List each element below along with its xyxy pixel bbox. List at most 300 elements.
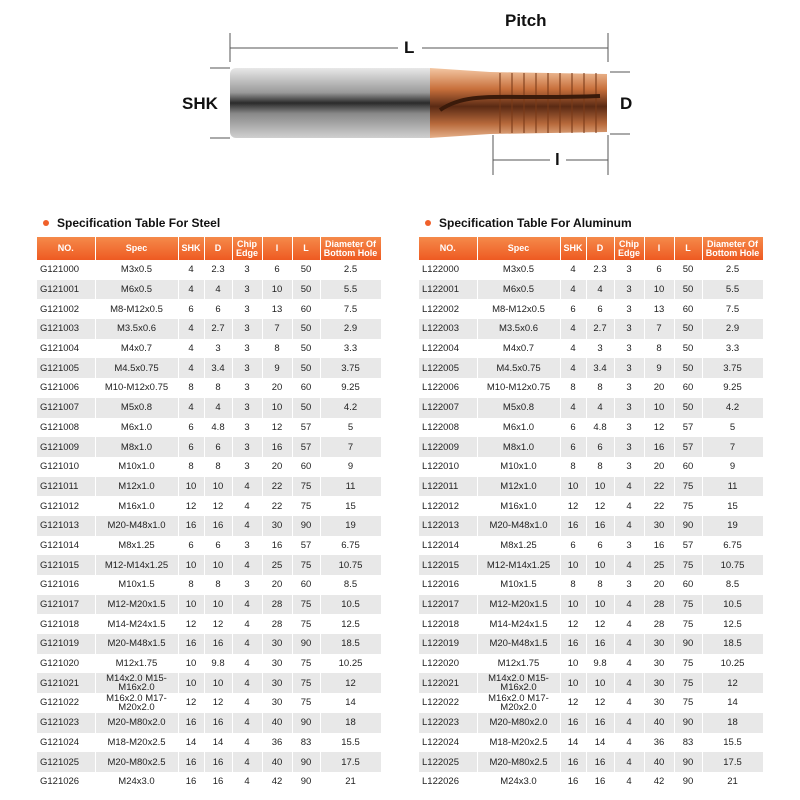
table-cell: 3 <box>614 437 644 457</box>
table-cell: 6 <box>560 299 586 319</box>
table-cell: G121012 <box>37 496 95 516</box>
table-cell: L122017 <box>419 595 477 615</box>
table-cell: 16 <box>560 752 586 772</box>
table-cell: M18-M20x2.5 <box>477 733 560 753</box>
table-cell: 14 <box>178 733 204 753</box>
table-cell: G121014 <box>37 536 95 556</box>
table-cell: 12 <box>644 418 674 438</box>
table-cell: 3 <box>614 398 644 418</box>
table-cell: 2.7 <box>586 319 614 339</box>
table-cell: 75 <box>674 673 702 693</box>
table-cell: 16 <box>204 634 232 654</box>
table-cell: 50 <box>674 260 702 280</box>
table-cell: 10 <box>204 477 232 497</box>
table-cell: M4.5x0.75 <box>477 358 560 378</box>
table-cell: G121003 <box>37 319 95 339</box>
table-cell: 4 <box>614 673 644 693</box>
table-cell: 4 <box>614 477 644 497</box>
table-cell: 4 <box>232 693 262 713</box>
table-cell: 50 <box>292 339 320 359</box>
table-cell: 9.8 <box>586 654 614 674</box>
table-cell: 6 <box>178 418 204 438</box>
table-cell: 9 <box>702 457 763 477</box>
table-cell: 6 <box>586 437 614 457</box>
table-cell: G121024 <box>37 733 95 753</box>
table-cell: 4 <box>232 733 262 753</box>
table-cell: 6 <box>560 418 586 438</box>
table-cell: M4x0.7 <box>477 339 560 359</box>
table-cell: 6.75 <box>702 536 763 556</box>
table-cell: 3 <box>614 339 644 359</box>
table-row <box>419 614 763 634</box>
table-cell: 6.75 <box>320 536 381 556</box>
table-row <box>37 536 381 556</box>
table-cell: 12 <box>320 673 381 693</box>
table-cell: 4 <box>614 713 644 733</box>
table-cell: G121019 <box>37 634 95 654</box>
table-cell: 3 <box>232 536 262 556</box>
table-cell: 90 <box>292 516 320 536</box>
table-cell: 60 <box>674 378 702 398</box>
table-cell: 16 <box>178 752 204 772</box>
table-cell: 12 <box>586 496 614 516</box>
table-cell: 4 <box>178 319 204 339</box>
table-cell: G121009 <box>37 437 95 457</box>
table-cell: 28 <box>262 595 292 615</box>
table-cell: M16x2.0 M17-M20x2.0 <box>477 693 560 713</box>
column-header: NO. <box>37 237 95 260</box>
column-header: Diameter Of Bottom Hole <box>702 237 763 260</box>
table-cell: 4 <box>232 752 262 772</box>
table-cell: 9 <box>320 457 381 477</box>
table-cell: 28 <box>262 614 292 634</box>
table-cell: 10.25 <box>702 654 763 674</box>
table-cell: 3 <box>232 398 262 418</box>
table-cell: G121007 <box>37 398 95 418</box>
table-cell: 12 <box>586 614 614 634</box>
table-cell: 8 <box>560 575 586 595</box>
table-row <box>419 654 763 674</box>
table-cell: 12 <box>560 496 586 516</box>
table-cell: M20-M80x2.0 <box>477 713 560 733</box>
bullet-icon <box>425 220 431 226</box>
table-cell: 57 <box>292 437 320 457</box>
table-cell: 8 <box>586 378 614 398</box>
table-cell: 4 <box>614 654 644 674</box>
table-row <box>37 299 381 319</box>
table-cell: 10 <box>204 555 232 575</box>
length-label: L <box>404 38 415 57</box>
table-cell: 16 <box>586 772 614 792</box>
table-cell: L122004 <box>419 339 477 359</box>
table-cell: L122020 <box>419 654 477 674</box>
table-cell: 57 <box>674 536 702 556</box>
table-cell: M12x1.75 <box>95 654 178 674</box>
table-cell: 25 <box>262 555 292 575</box>
shank-label: SHK <box>182 94 218 113</box>
table-cell: 12 <box>560 614 586 634</box>
table-row <box>37 358 381 378</box>
table-cell: 4.8 <box>204 418 232 438</box>
table-cell: 9 <box>262 358 292 378</box>
table-cell: 20 <box>644 457 674 477</box>
table-cell: 7 <box>320 437 381 457</box>
table-cell: 75 <box>292 477 320 497</box>
table-cell: M6x1.0 <box>477 418 560 438</box>
table-cell: M18-M20x2.5 <box>95 733 178 753</box>
table-cell: G121008 <box>37 418 95 438</box>
table-cell: L122021 <box>419 673 477 693</box>
table-cell: 10.5 <box>702 595 763 615</box>
table-cell: M16x2.0 M17-M20x2.0 <box>95 693 178 713</box>
table-cell: M12-M14x1.25 <box>95 555 178 575</box>
table-cell: 60 <box>674 575 702 595</box>
table-cell: 4 <box>614 634 644 654</box>
table-cell: 36 <box>644 733 674 753</box>
table-cell: 3 <box>614 299 644 319</box>
thread-length-label: l <box>555 150 560 169</box>
table-row <box>37 260 381 280</box>
table-cell: 16 <box>204 713 232 733</box>
aluminum-title-text: Specification Table For Aluminum <box>439 216 632 230</box>
table-cell: 4 <box>232 772 262 792</box>
table-cell: 42 <box>262 772 292 792</box>
table-cell: 3 <box>614 457 644 477</box>
table-cell: 19 <box>320 516 381 536</box>
table-cell: 4 <box>178 280 204 300</box>
table-cell: 11 <box>320 477 381 497</box>
table-cell: 50 <box>674 319 702 339</box>
table-cell: M10x1.0 <box>95 457 178 477</box>
table-cell: G121016 <box>37 575 95 595</box>
table-cell: L122026 <box>419 772 477 792</box>
table-row <box>419 378 763 398</box>
table-row <box>419 398 763 418</box>
table-cell: M3x0.5 <box>95 260 178 280</box>
table-cell: 3 <box>614 280 644 300</box>
table-cell: 20 <box>644 378 674 398</box>
table-cell: 50 <box>292 280 320 300</box>
table-row <box>419 733 763 753</box>
table-cell: L122007 <box>419 398 477 418</box>
table-row <box>37 752 381 772</box>
table-cell: 16 <box>586 713 614 733</box>
table-cell: 10 <box>262 280 292 300</box>
table-cell: 50 <box>674 358 702 378</box>
table-cell: M12x1.75 <box>477 654 560 674</box>
table-cell: G121021 <box>37 673 95 693</box>
table-cell: G121026 <box>37 772 95 792</box>
table-cell: 10 <box>178 673 204 693</box>
table-cell: 2.3 <box>586 260 614 280</box>
table-cell: 22 <box>644 477 674 497</box>
table-cell: M24x3.0 <box>95 772 178 792</box>
table-cell: M6x1.0 <box>95 418 178 438</box>
steel-title-text: Specification Table For Steel <box>57 216 221 230</box>
table-cell: 10 <box>178 477 204 497</box>
table-cell: 10 <box>586 673 614 693</box>
column-header: NO. <box>419 237 477 260</box>
table-cell: 16 <box>586 752 614 772</box>
table-cell: 14 <box>560 733 586 753</box>
table-cell: 21 <box>702 772 763 792</box>
table-cell: 2.9 <box>320 319 381 339</box>
table-cell: 3 <box>232 339 262 359</box>
column-header: l <box>644 237 674 260</box>
table-cell: 28 <box>644 595 674 615</box>
table-row <box>37 496 381 516</box>
table-cell: 16 <box>204 516 232 536</box>
table-row <box>419 339 763 359</box>
table-cell: M14x2.0 M15-M16x2.0 <box>477 673 560 693</box>
table-cell: 75 <box>292 654 320 674</box>
table-cell: 75 <box>292 673 320 693</box>
table-row <box>419 358 763 378</box>
table-row <box>37 555 381 575</box>
table-cell: 10 <box>586 477 614 497</box>
table-cell: G121006 <box>37 378 95 398</box>
table-row <box>419 555 763 575</box>
table-cell: 40 <box>262 713 292 733</box>
table-cell: 2.3 <box>204 260 232 280</box>
table-cell: 50 <box>292 319 320 339</box>
table-cell: 9.25 <box>702 378 763 398</box>
table-cell: 57 <box>674 418 702 438</box>
table-cell: 8 <box>204 378 232 398</box>
table-cell: 6 <box>560 536 586 556</box>
table-cell: M12-M14x1.25 <box>477 555 560 575</box>
table-row <box>37 595 381 615</box>
table-row <box>419 713 763 733</box>
table-cell: G121001 <box>37 280 95 300</box>
table-cell: 3 <box>614 378 644 398</box>
table-cell: 30 <box>644 673 674 693</box>
table-cell: 50 <box>292 260 320 280</box>
table-cell: 3 <box>232 280 262 300</box>
table-cell: 4 <box>232 654 262 674</box>
table-cell: 83 <box>292 733 320 753</box>
table-cell: 50 <box>674 339 702 359</box>
table-row <box>37 398 381 418</box>
table-cell: M10x1.0 <box>477 457 560 477</box>
table-cell: 3.4 <box>204 358 232 378</box>
table-cell: 5 <box>320 418 381 438</box>
table-cell: 8.5 <box>702 575 763 595</box>
table-row <box>419 575 763 595</box>
table-cell: 18.5 <box>320 634 381 654</box>
table-row <box>419 457 763 477</box>
table-cell: L122016 <box>419 575 477 595</box>
table-cell: 8 <box>586 575 614 595</box>
table-row <box>419 477 763 497</box>
table-row <box>37 378 381 398</box>
table-cell: 90 <box>292 752 320 772</box>
table-cell: 4 <box>232 713 262 733</box>
table-cell: 75 <box>292 555 320 575</box>
table-cell: M20-M48x1.0 <box>95 516 178 536</box>
table-cell: M14-M24x1.5 <box>95 614 178 634</box>
table-cell: 3 <box>614 418 644 438</box>
table-row <box>37 634 381 654</box>
table-cell: G121000 <box>37 260 95 280</box>
table-cell: 8 <box>560 457 586 477</box>
table-cell: 3.75 <box>320 358 381 378</box>
table-cell: M12x1.0 <box>95 477 178 497</box>
table-cell: 4 <box>614 693 644 713</box>
table-cell: 3 <box>232 260 262 280</box>
table-cell: 4.8 <box>586 418 614 438</box>
table-cell: 10 <box>560 477 586 497</box>
table-cell: 10 <box>586 555 614 575</box>
table-cell: 90 <box>292 772 320 792</box>
table-cell: 75 <box>674 477 702 497</box>
table-cell: L122000 <box>419 260 477 280</box>
table-cell: 16 <box>644 536 674 556</box>
table-cell: 75 <box>674 496 702 516</box>
table-row <box>37 516 381 536</box>
table-cell: 16 <box>586 634 614 654</box>
table-cell: M8x1.0 <box>477 437 560 457</box>
table-cell: 10.75 <box>702 555 763 575</box>
table-cell: 10 <box>560 555 586 575</box>
table-cell: 4 <box>586 398 614 418</box>
table-cell: 10 <box>586 595 614 615</box>
table-cell: 10.75 <box>320 555 381 575</box>
table-cell: 2.5 <box>320 260 381 280</box>
table-cell: 14 <box>586 733 614 753</box>
table-cell: G121015 <box>37 555 95 575</box>
table-cell: 10 <box>178 595 204 615</box>
table-cell: L122022 <box>419 693 477 713</box>
table-cell: G121020 <box>37 654 95 674</box>
table-cell: 90 <box>674 752 702 772</box>
table-cell: 13 <box>644 299 674 319</box>
table-cell: 7.5 <box>320 299 381 319</box>
table-cell: 57 <box>674 437 702 457</box>
steel-table-title <box>43 216 220 230</box>
table-cell: 16 <box>644 437 674 457</box>
table-cell: 15.5 <box>702 733 763 753</box>
table-cell: 12 <box>560 693 586 713</box>
table-cell: L122005 <box>419 358 477 378</box>
table-cell: 4 <box>614 516 644 536</box>
table-cell: M10-M12x0.75 <box>477 378 560 398</box>
table-cell: M16x1.0 <box>95 496 178 516</box>
table-cell: 18 <box>702 713 763 733</box>
table-cell: 12 <box>204 693 232 713</box>
table-cell: 12 <box>204 496 232 516</box>
table-cell: 4 <box>560 319 586 339</box>
table-cell: 8 <box>178 378 204 398</box>
table-cell: M10x1.5 <box>95 575 178 595</box>
table-row <box>419 673 763 693</box>
table-cell: 10.5 <box>320 595 381 615</box>
table-cell: 19 <box>702 516 763 536</box>
table-row <box>419 280 763 300</box>
table-row <box>37 614 381 634</box>
table-cell: 83 <box>674 733 702 753</box>
table-cell: 4 <box>560 339 586 359</box>
table-cell: 30 <box>262 634 292 654</box>
table-cell: M5x0.8 <box>95 398 178 418</box>
table-cell: M12-M20x1.5 <box>477 595 560 615</box>
column-header: Spec <box>95 237 178 260</box>
table-cell: 4 <box>232 673 262 693</box>
table-cell: 12 <box>204 614 232 634</box>
table-cell: 90 <box>674 516 702 536</box>
table-cell: 3 <box>232 457 262 477</box>
table-cell: 30 <box>644 634 674 654</box>
table-cell: 57 <box>292 536 320 556</box>
table-row <box>419 319 763 339</box>
table-cell: L122003 <box>419 319 477 339</box>
table-row <box>37 673 381 693</box>
table-cell: M8-M12x0.5 <box>95 299 178 319</box>
table-cell: 15 <box>702 496 763 516</box>
table-cell: 4 <box>204 398 232 418</box>
table-cell: 14 <box>702 693 763 713</box>
column-header: D <box>204 237 232 260</box>
table-row <box>419 752 763 772</box>
table-cell: 50 <box>674 398 702 418</box>
table-cell: 3 <box>614 358 644 378</box>
table-row <box>37 280 381 300</box>
table-cell: 75 <box>674 614 702 634</box>
table-cell: 20 <box>262 378 292 398</box>
table-cell: 15 <box>320 496 381 516</box>
table-cell: 40 <box>262 752 292 772</box>
table-cell: 22 <box>644 496 674 516</box>
aluminum-spec-table <box>419 237 764 792</box>
table-row <box>37 575 381 595</box>
table-cell: 3.3 <box>702 339 763 359</box>
column-header: SHK <box>560 237 586 260</box>
steel-spec-table <box>37 237 382 792</box>
table-cell: 75 <box>292 614 320 634</box>
table-cell: 50 <box>674 280 702 300</box>
table-cell: 60 <box>292 378 320 398</box>
column-header: D <box>586 237 614 260</box>
table-cell: 6 <box>560 437 586 457</box>
table-cell: 3 <box>232 319 262 339</box>
table-row <box>37 477 381 497</box>
table-cell: 3 <box>614 260 644 280</box>
table-cell: 7 <box>644 319 674 339</box>
table-cell: M8x1.25 <box>95 536 178 556</box>
table-cell: 16 <box>178 772 204 792</box>
table-cell: 60 <box>292 575 320 595</box>
table-cell: L122013 <box>419 516 477 536</box>
table-cell: 3.75 <box>702 358 763 378</box>
table-cell: 17.5 <box>320 752 381 772</box>
table-cell: 90 <box>292 713 320 733</box>
table-row <box>37 733 381 753</box>
table-cell: 5.5 <box>320 280 381 300</box>
table-cell: 5.5 <box>702 280 763 300</box>
table-cell: 7.5 <box>702 299 763 319</box>
table-cell: 75 <box>674 555 702 575</box>
table-cell: 20 <box>262 457 292 477</box>
table-cell: M5x0.8 <box>477 398 560 418</box>
table-cell: 30 <box>644 693 674 713</box>
table-cell: 10 <box>178 555 204 575</box>
table-cell: 6 <box>262 260 292 280</box>
table-cell: 12 <box>178 496 204 516</box>
table-cell: L122006 <box>419 378 477 398</box>
table-cell: M14-M24x1.5 <box>477 614 560 634</box>
pitch-label: Pitch <box>505 11 547 30</box>
table-cell: 16 <box>560 772 586 792</box>
